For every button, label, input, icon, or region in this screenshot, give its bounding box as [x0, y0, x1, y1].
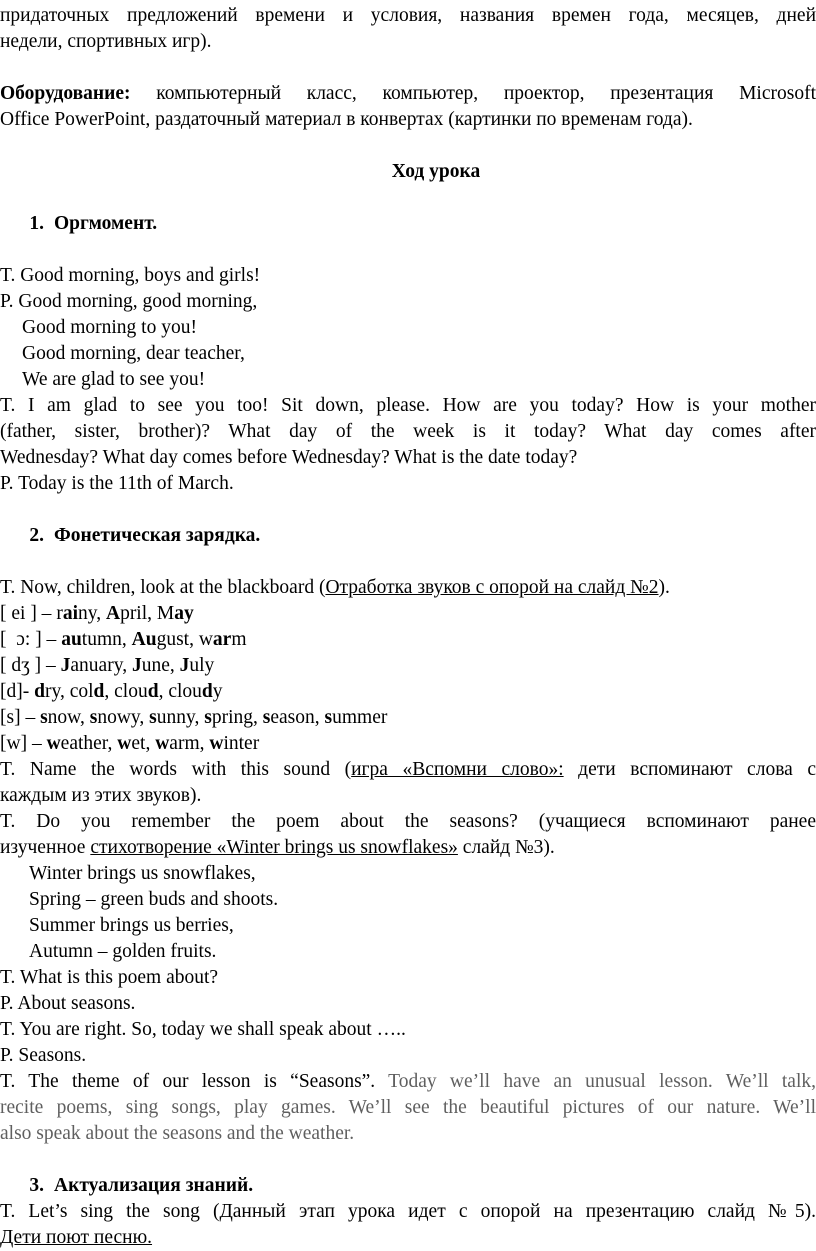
dialog-line: P. About seasons. [0, 993, 136, 1014]
theme-line: also speak about the seasons and the weather. [0, 1123, 355, 1144]
equipment-text: компьютерный класс, компьютер, проектор, презентация Microsoft [130, 83, 816, 104]
dialog-line: Good morning to you! [22, 317, 197, 338]
dialog-line: T. You are right. So, today we shall speak about ….. [0, 1019, 406, 1040]
equipment-label: Оборудование: [0, 83, 131, 104]
dialog-line: P. Today is the 11th of March. [0, 473, 234, 494]
dialog-line: We are glad to see you! [22, 369, 206, 390]
slide-reference-link[interactable]: Отработка звуков с опорой на слайд №2 [325, 577, 659, 598]
dialog-line: (father, sister, brother)? What day of the week is it today? What day comes after [0, 421, 816, 442]
dialog-line: Дети поют песню. [0, 1227, 153, 1248]
sound-line: [ ei ] – rainy, April, May [0, 603, 194, 624]
theme-line: recite poems, sing songs, play games. We’ll see the beautiful pictures of our nature. We’ll [0, 1097, 816, 1118]
section-heading: 1. Оргмомент. [29, 213, 158, 234]
dialog-line: T. Let’s sing the song (Данный этап урока идет с опорой на презентацию слайд №5). [0, 1201, 816, 1222]
game-reference-link[interactable]: игра «Вспомни слово»: [351, 759, 564, 780]
poem-line: Spring – green buds and shoots. [29, 889, 279, 910]
dialog-line: P. Good morning, good morning, [0, 291, 258, 312]
sound-list [0, 601, 816, 757]
dialog-line: T. I am glad to see you too! Sit down, please. How are you today? How is your mother [0, 395, 816, 416]
equipment-line: Office PowerPoint, раздаточный материал в конвертах (картинки по временам года). [0, 109, 693, 130]
dialog-line: T. Do you remember the poem about the seasons? (учащиеся вспоминают ранее [0, 811, 816, 832]
dialog-line: T. Good morning, boys and girls! [0, 265, 261, 286]
dialog-line: T. Name the words with this sound (игра «Вспомни слово»: дети вспоминают слова с [0, 759, 816, 780]
dialog-line: Good morning, dear teacher, [22, 343, 245, 364]
sound-line: [ dʒ ] – January, June, July [0, 655, 215, 676]
sound-line: [d]- dry, cold, cloud, cloudy [0, 681, 223, 702]
lesson-title: Ход урока [391, 161, 481, 182]
intro-line: придаточных предложений времени и условия, названия времен года, месяцев, дней [0, 5, 816, 26]
equipment-line [0, 81, 816, 107]
dialog-line: изученное стихотворение «Winter brings us snowflakes» слайд №3). [0, 837, 555, 858]
dialog-line: Wednesday? What day comes before Wednesday? What is the date today? [0, 447, 578, 468]
sound-line: [s] – snow, snowy, sunny, spring, season, summer [0, 707, 388, 728]
dialog-line: P. Seasons. [0, 1045, 87, 1066]
sound-line: [w] – weather, wet, warm, winter [0, 733, 260, 754]
poem-line: Winter brings us snowflakes, [29, 863, 256, 884]
section-heading: 3. Актуализация знаний. [29, 1175, 254, 1196]
sound-line: [ ɔ: ] – autumn, August, warm [0, 629, 247, 650]
poem-reference-link[interactable]: стихотворение «Winter brings us snowflakes» [90, 837, 458, 858]
intro-line: недели, спортивных игр). [0, 31, 212, 52]
poem-line: Autumn – golden fruits. [29, 941, 217, 962]
poem-line: Summer brings us berries, [29, 915, 234, 936]
dialog-line: каждым из этих звуков). [0, 785, 202, 806]
document-page [0, 3, 816, 1251]
section-heading: 2. Фонетическая зарядка. [29, 525, 261, 546]
dialog-line: T. What is this poem about? [0, 967, 219, 988]
dialog-line: T. Now, children, look at the blackboard (Отработка звуков с опорой на слайд №2). [0, 577, 670, 598]
theme-line: T. The theme of our lesson is “Seasons”. Today we’ll have an unusual lesson. We’ll talk, [0, 1071, 816, 1092]
